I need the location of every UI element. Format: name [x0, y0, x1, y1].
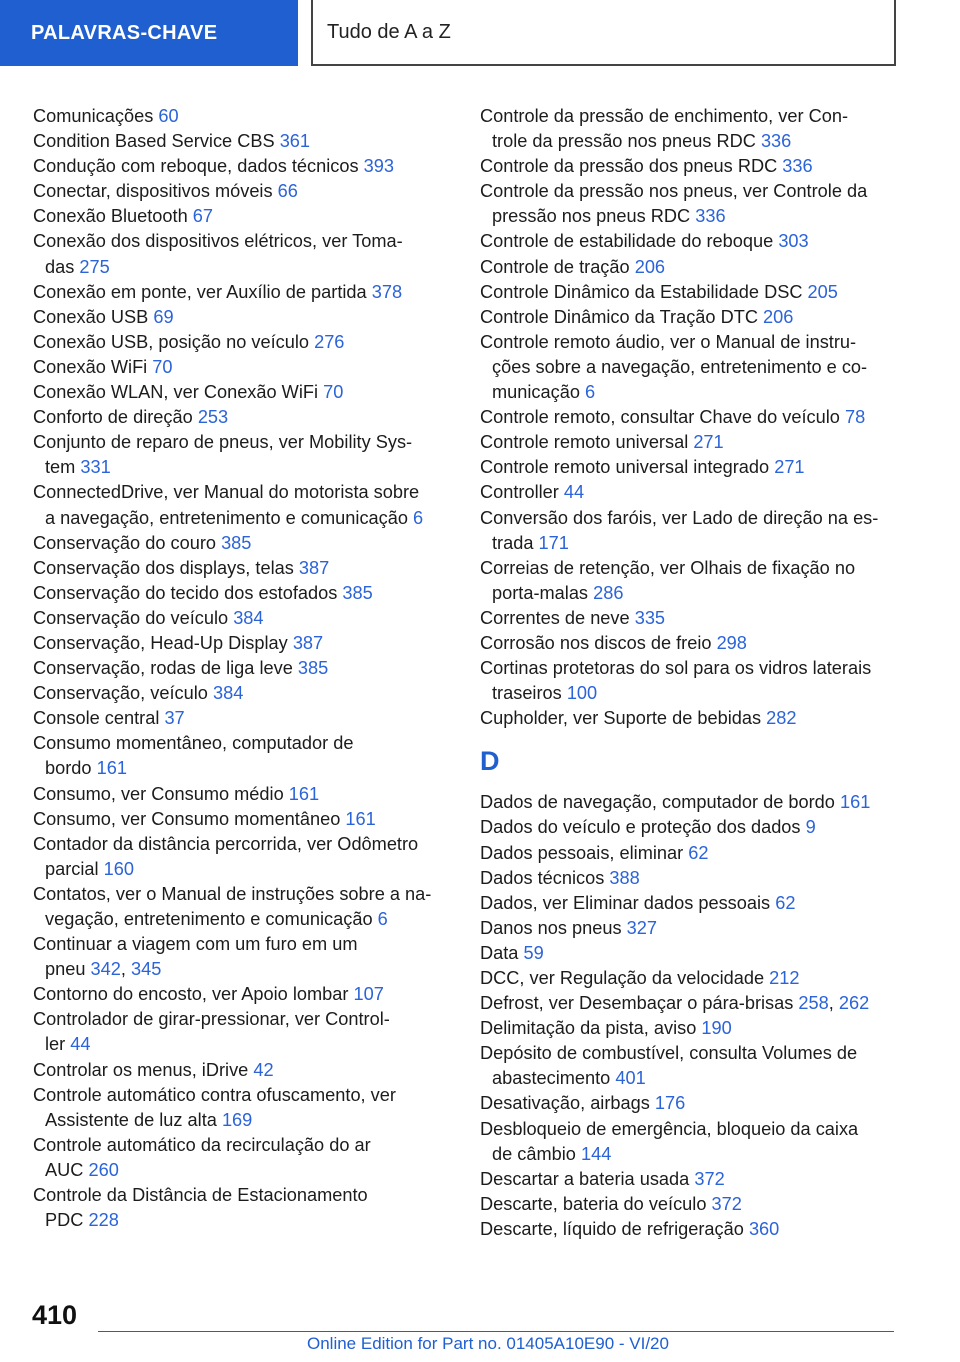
index-entry: [480, 631, 910, 656]
index-entry: [33, 832, 453, 882]
index-entry-text: Correias de retenção, ver Olhais de fixação no: [480, 557, 856, 578]
index-entry: [480, 104, 910, 154]
index-entry: [33, 129, 453, 154]
page-link[interactable]: 387: [292, 632, 324, 653]
index-entry: [480, 1091, 910, 1116]
page-link[interactable]: 206: [763, 306, 794, 327]
index-entry-text: abastecimento: [492, 1068, 611, 1089]
page-link[interactable]: 253: [197, 407, 229, 428]
index-entry-text: Condução com reboque, dados técnicos: [33, 156, 359, 177]
index-entry: [480, 891, 910, 916]
index-entry-text: municação: [492, 382, 580, 403]
index-entry-text: tem: [45, 457, 76, 478]
index-entry-text: Controle da pressão de enchimento, ver Con-: [480, 106, 848, 126]
index-entry-text: Consumo momentâneo, computador de: [33, 733, 354, 754]
index-entry-text: Controle remoto áudio, ver o Manual de instru-: [480, 331, 857, 352]
index-entry-text: vegação, entretenimento e comunicação: [45, 909, 373, 929]
index-entry-text: Conexão WiFi: [33, 356, 148, 377]
page-link[interactable]: 336: [760, 131, 792, 152]
index-entry-text: Contatos, ver o Manual de instruções sobre a na-: [33, 883, 432, 904]
page-link[interactable]: 384: [233, 607, 264, 628]
index-entry-text: Descarte, bateria do veículo: [480, 1193, 707, 1214]
index-entry: [33, 154, 453, 179]
index-entry: [480, 1192, 910, 1217]
index-entry: [480, 305, 910, 330]
index-entry: [33, 229, 453, 279]
index-entry-text: Conexão Bluetooth: [33, 206, 188, 227]
index-entry-text: Conexão USB: [33, 306, 149, 327]
index-entry-text: Controle remoto universal integrado: [480, 457, 770, 478]
page-link[interactable]: 171: [538, 532, 569, 553]
index-entry-text: Controle da pressão dos pneus RDC: [480, 156, 778, 177]
index-entry-text: Data: [480, 942, 519, 963]
page-link[interactable]: 260: [88, 1159, 119, 1180]
page-link[interactable]: 44: [70, 1034, 91, 1055]
page-link[interactable]: 275: [79, 256, 110, 277]
page-link[interactable]: 336: [695, 206, 726, 227]
index-entry: [480, 941, 910, 966]
footer-divider: [98, 1331, 894, 1332]
page-link[interactable]: 378: [371, 281, 403, 302]
index-entry-text: Continuar a viagem com um furo em um: [33, 934, 358, 955]
index-entry-text: Conversão dos faróis, ver Lado de direção na es-: [480, 507, 879, 528]
page-link[interactable]: 206: [634, 256, 666, 277]
index-entry: [33, 104, 453, 129]
index-entry-text: Controle de estabilidade do reboque: [480, 231, 774, 252]
index-entry: [33, 706, 453, 731]
index-entry-text: Conservação, Head-Up Display: [33, 632, 288, 653]
page-link[interactable]: 100: [566, 683, 598, 704]
index-entry-text: AUC: [45, 1159, 84, 1180]
page-link[interactable]: 78: [844, 407, 866, 428]
index-entry: [480, 1117, 910, 1167]
index-entry-text: ções sobre a navegação, entretenimento e co-: [492, 356, 868, 377]
page-header: [0, 0, 960, 66]
index-entry-text: parcial: [45, 858, 99, 879]
page-link[interactable]: 271: [693, 432, 724, 453]
page-link[interactable]: 335: [634, 607, 666, 628]
index-entry: [480, 866, 910, 891]
page-link[interactable]: 286: [593, 582, 624, 603]
index-entry: [480, 330, 910, 405]
index-entry-text: Conexão USB, posição no veículo: [33, 331, 310, 352]
page-link[interactable]: 176: [654, 1093, 686, 1114]
index-entry-text: Cortinas protetoras do sol para os vidros laterais: [480, 658, 872, 679]
page-link[interactable]: 59: [523, 942, 544, 963]
page-link[interactable]: 6: [585, 382, 596, 403]
index-entry: [33, 681, 453, 706]
index-entry-text: trole da pressão nos pneus RDC: [492, 131, 756, 152]
index-entry: [480, 480, 910, 505]
index-entry: [33, 606, 453, 631]
index-column-left: [33, 104, 453, 1233]
page-link[interactable]: 69: [153, 306, 174, 327]
index-entry: [480, 430, 910, 455]
index-entry: [480, 790, 910, 815]
index-entry: [33, 782, 453, 807]
index-entry-text: Controlar os menus, iDrive: [33, 1059, 249, 1080]
index-entry-text: Controller: [480, 482, 559, 503]
index-entry: [480, 1217, 910, 1242]
index-entry-text: Assistente de luz alta: [45, 1109, 217, 1130]
index-column-right: [480, 104, 910, 1242]
index-entry: [480, 280, 910, 305]
index-entry-text: Conservação, rodas de liga leve: [33, 658, 293, 679]
index-entry-text: Controle da pressão nos pneus, ver Controle da: [480, 181, 868, 202]
page-link[interactable]: 303: [778, 231, 809, 252]
page-link[interactable]: 271: [774, 457, 805, 478]
index-entry: [33, 882, 453, 932]
index-entry-text: Controle de tração: [480, 256, 630, 277]
index-entry-text: Conservação dos displays, telas: [33, 557, 294, 578]
index-entry-text: Controle automático contra ofuscamento, ver: [33, 1084, 396, 1105]
index-entry: [480, 656, 910, 706]
index-entry-text: Conservação, veículo: [33, 683, 208, 704]
index-entry: [480, 916, 910, 941]
page-link[interactable]: 62: [688, 842, 709, 863]
index-entry-text: Condition Based Service CBS: [33, 131, 275, 152]
page-link[interactable]: 393: [363, 156, 394, 177]
page-link[interactable]: 160: [103, 858, 134, 879]
index-entry-text: Defrost, ver Desembaçar o pára-brisas: [480, 993, 794, 1014]
index-entry: [33, 1083, 453, 1133]
page-number: 410: [32, 1300, 78, 1330]
chapter-title: Tudo de A a Z: [311, 0, 896, 66]
index-entry-text: Conservação do tecido dos estofados: [33, 582, 338, 603]
index-entry-text: pressão nos pneus RDC: [492, 206, 691, 227]
index-entry-text: Danos nos pneus: [480, 917, 622, 938]
index-entry: [33, 581, 453, 606]
index-entry-text: ler: [45, 1034, 66, 1055]
index-entry: [33, 656, 453, 681]
index-entry: [480, 966, 910, 991]
index-entry-text: de câmbio: [492, 1143, 576, 1164]
index-entry-text: Contador da distância percorrida, ver Odômetro: [33, 833, 419, 854]
page-link[interactable]: 60: [158, 106, 179, 126]
index-entry-text: Cupholder, ver Suporte de bebidas: [480, 708, 762, 729]
index-entry: [33, 280, 453, 305]
index-entry: [33, 631, 453, 656]
index-entry-text: ConnectedDrive, ver Manual do motorista sobre: [33, 482, 420, 503]
index-entry: [33, 731, 453, 781]
page-link[interactable]: 44: [563, 482, 585, 503]
page-link[interactable]: 62: [775, 892, 796, 913]
page-link[interactable]: 6: [413, 507, 424, 528]
index-entry-text: Desativação, airbags: [480, 1093, 650, 1114]
index-entry-text: PDC: [45, 1210, 84, 1231]
index-entry: [480, 506, 910, 556]
index-entry-text: Conservação do couro: [33, 532, 216, 553]
index-entry-text: Controle Dinâmico da Tração DTC: [480, 306, 758, 327]
page-link[interactable]: 388: [609, 867, 640, 888]
page-link[interactable]: 401: [615, 1068, 646, 1089]
index-entry: [33, 355, 453, 380]
index-entry: [480, 229, 910, 254]
index-entry-text: Comunicações: [33, 106, 154, 126]
section-letter: D: [480, 746, 500, 777]
page-link[interactable]: 42: [253, 1059, 274, 1080]
page-link[interactable]: 107: [353, 984, 384, 1005]
page-link[interactable]: 144: [580, 1143, 612, 1164]
page-link[interactable]: 6: [377, 909, 388, 929]
index-entry-text: Controlador de girar-pressionar, ver Control-: [33, 1009, 390, 1030]
page-link[interactable]: 276: [314, 331, 345, 352]
index-entry-text: bordo: [45, 758, 92, 779]
page-link[interactable]: 385: [297, 658, 329, 679]
page-link[interactable]: 70: [323, 382, 344, 403]
page-link[interactable]: 67: [192, 206, 214, 227]
index-entry: [33, 430, 453, 480]
index-entry-text: Controle Dinâmico da Estabilidade DSC: [480, 281, 803, 302]
index-entry-text: Delimitação da pista, aviso: [480, 1018, 697, 1039]
index-entry-text: porta-malas: [492, 582, 589, 603]
index-entry: [480, 706, 910, 731]
page-link[interactable]: 161: [288, 783, 320, 804]
index-entry-text: Corrosão nos discos de freio: [480, 632, 712, 653]
index-entry-text: Desbloqueio de emergência, bloqueio da caixa: [480, 1118, 859, 1139]
page-link[interactable]: 9: [805, 817, 816, 838]
index-entry-text: Conservação do veículo: [33, 607, 229, 628]
index-entry: [33, 330, 453, 355]
page-link[interactable]: 161: [839, 792, 871, 813]
page-link[interactable]: 385: [221, 532, 252, 553]
index-entry-text: Conforto de direção: [33, 407, 193, 428]
index-entry-text: Consumo, ver Consumo momentâneo: [33, 808, 341, 829]
index-entry: [33, 305, 453, 330]
index-entry: [33, 556, 453, 581]
section-tab[interactable]: PALAVRAS-CHAVE: [0, 0, 298, 66]
index-entry: [33, 480, 453, 530]
index-entry: [480, 841, 910, 866]
index-entry: [33, 179, 453, 204]
page-link[interactable]: 37: [164, 708, 185, 729]
index-entry-text: Controle automático da recirculação do ar: [33, 1134, 371, 1155]
index-entry-text: Dados de navegação, computador de bordo: [480, 792, 835, 813]
index-entry-text: Conjunto de reparo de pneus, ver Mobility Sys-: [33, 432, 413, 453]
page-link[interactable]: 205: [807, 281, 838, 302]
index-entry: [33, 405, 453, 430]
index-entry-text: a navegação, entretenimento e comunicação: [45, 507, 408, 528]
page-link[interactable]: 331: [80, 457, 111, 478]
index-entry-text: Conexão em ponte, ver Auxílio de partida: [33, 281, 367, 302]
page-link[interactable]: 372: [711, 1193, 742, 1214]
page-link[interactable]: 190: [701, 1018, 732, 1039]
page-link[interactable]: 262: [838, 993, 870, 1014]
index-entry: [33, 982, 453, 1007]
page-link[interactable]: 282: [766, 708, 797, 729]
index-entry: [480, 556, 910, 606]
index-entry: Continuar a viagem com um furo em um pneu 342, 345: [33, 934, 358, 980]
index-entry-text: traseiros: [492, 683, 562, 704]
index-entry-text: Controle remoto, consultar Chave do veículo: [480, 407, 840, 428]
page-link[interactable]: 372: [694, 1168, 725, 1189]
index-entry: [480, 1016, 910, 1041]
index-entry-text: Dados técnicos: [480, 867, 605, 888]
page-link[interactable]: 384: [212, 683, 244, 704]
index-entry-text: Dados pessoais, eliminar: [480, 842, 684, 863]
page-link[interactable]: 361: [279, 131, 311, 152]
index-entry-text: Conexão WLAN, ver Conexão WiFi: [33, 382, 319, 403]
page-link[interactable]: 169: [221, 1109, 253, 1130]
page-link[interactable]: 66: [277, 181, 298, 202]
page-link[interactable]: 342: [90, 959, 121, 980]
index-entry-text: Descarte, líquido de refrigeração: [480, 1218, 744, 1239]
page-link[interactable]: 228: [88, 1210, 119, 1231]
index-entry-text: Descartar a bateria usada: [480, 1168, 690, 1189]
index-entry-text: Console central: [33, 708, 160, 729]
index-entry: [480, 815, 910, 840]
page-link[interactable]: 212: [769, 968, 800, 988]
index-entry: [480, 405, 910, 430]
index-entry: [480, 1167, 910, 1192]
index-entry: [480, 1041, 910, 1091]
index-entry-text: Dados, ver Eliminar dados pessoais: [480, 892, 771, 913]
index-entry-text: Conectar, dispositivos móveis: [33, 181, 273, 202]
index-entry: [33, 1007, 453, 1057]
index-entry: [480, 606, 910, 631]
page-link[interactable]: 385: [342, 582, 373, 603]
index-entry-text: pneu: [45, 959, 86, 980]
index-entry: [480, 179, 910, 229]
index-entry: [33, 1133, 453, 1183]
index-entry-text: das: [45, 256, 75, 277]
page-link[interactable]: 258: [798, 993, 829, 1014]
index-entry-text: trada: [492, 532, 534, 553]
page-link[interactable]: 336: [782, 156, 813, 177]
index-entry-text: DCC, ver Regulação da velocidade: [480, 968, 765, 988]
index-entry: [33, 1183, 453, 1233]
index-entry-text: Conexão dos dispositivos elétricos, ver Toma-: [33, 231, 403, 252]
page-link[interactable]: 387: [298, 557, 330, 578]
index-entry: [480, 154, 910, 179]
index-entry-text: Controle da Distância de Estacionamento: [33, 1185, 368, 1206]
index-entry: Defrost, ver Desembaçar o pára-brisas 258, 262: [480, 993, 870, 1014]
index-entry-text: Depósito de combustível, consulta Volumes de: [480, 1043, 858, 1064]
index-entry: [33, 531, 453, 556]
page-link[interactable]: 161: [96, 758, 127, 779]
page-link[interactable]: 70: [152, 356, 173, 377]
index-entry-text: Correntes de neve: [480, 607, 630, 628]
index-entry: [33, 204, 453, 229]
index-entry-text: Dados do veículo e proteção dos dados: [480, 817, 801, 838]
index-entry-text: Consumo, ver Consumo médio: [33, 783, 284, 804]
index-entry: [33, 807, 453, 832]
page-link[interactable]: 161: [345, 808, 376, 829]
index-entry: [33, 1058, 453, 1083]
page-link[interactable]: 345: [131, 959, 162, 980]
index-entry: [480, 455, 910, 480]
footer-edition-text: Online Edition for Part no. 01405A10E90 - VI/20: [307, 1334, 669, 1353]
index-entry-text: Controle remoto universal: [480, 432, 689, 453]
page-link[interactable]: 327: [626, 917, 657, 938]
index-entry-text: Contorno do encosto, ver Apoio lombar: [33, 984, 349, 1005]
index-entry: [480, 255, 910, 280]
page-link[interactable]: 298: [716, 632, 747, 653]
page-link[interactable]: 360: [748, 1218, 780, 1239]
index-entry: [33, 380, 453, 405]
